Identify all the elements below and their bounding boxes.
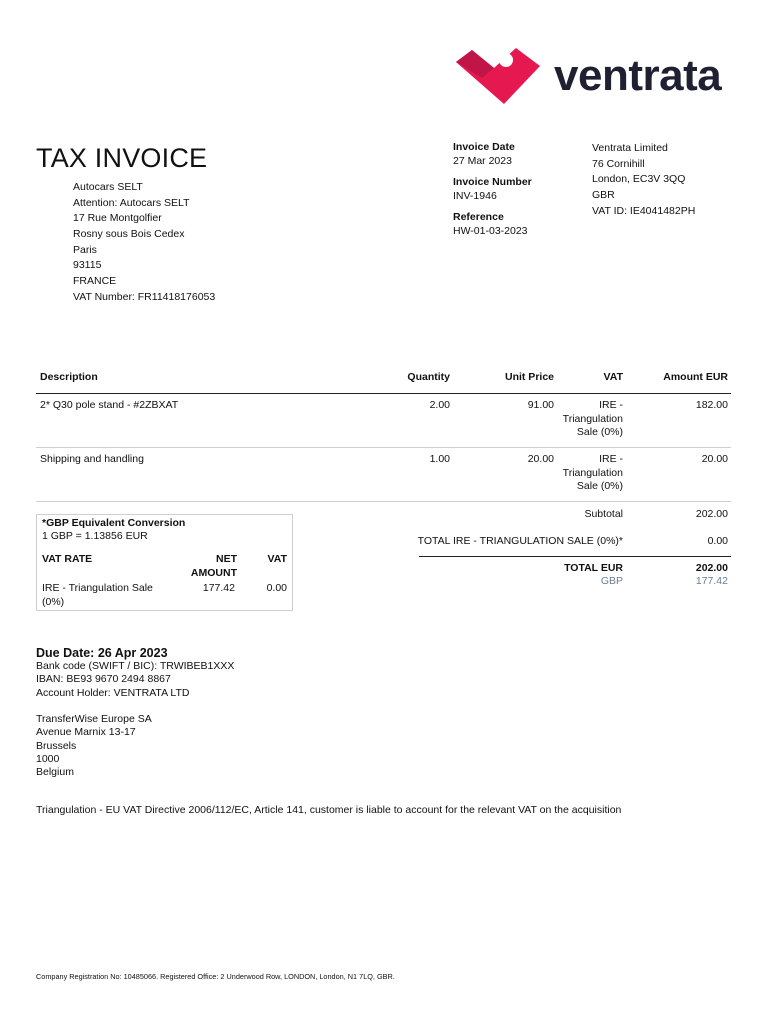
invoice-meta [453,140,583,245]
vat-note: Triangulation - EU VAT Directive 2006/112/EC, Article 141, customer is liable to account for the relevant VAT on the acquisition [36,804,622,816]
row-unit-price: 20.00 [527,453,554,465]
bank-details [36,660,336,780]
reference: HW-01-03-2023 [453,225,528,237]
bill-to-address [73,180,333,306]
row-unit-price: 91.00 [527,399,554,411]
col-amount-header: Amount EUR [663,371,728,383]
totals-divider [419,556,731,557]
conversion-vat-rate-line: (0%) [42,595,65,608]
total-eur-label: TOTAL EUR [564,562,623,574]
company-line: VAT ID: IE4041482PH [592,204,696,217]
invoice-number-label: Invoice Number [453,176,532,188]
company-line: GBR [592,189,615,202]
ventrata-ticket-logo-icon [454,46,544,110]
due-date: Due Date: 26 Apr 2023 [36,646,168,660]
row-vat-line: Sale (0%) [576,426,623,438]
invoice-date: 27 Mar 2023 [453,155,512,167]
bill-to-line: 93115 [73,259,102,272]
reference-label: Reference [453,211,504,223]
subtotal-label: Subtotal [584,508,623,520]
total-vat-value: 0.00 [707,535,728,547]
col-unit-price-header: Unit Price [504,371,554,383]
row-vat [533,453,623,494]
bank-address-line: TransferWise Europe SA [36,713,152,726]
conversion-vat-amount: 0.00 [266,582,287,594]
row-description: 2* Q30 pole stand - #2ZBXAT [40,399,179,411]
bank-address-line: 1000 [36,753,60,766]
row-divider [36,447,731,448]
footer-registration: Company Registration No: 10485066. Registered Office: 2 Underwood Row, LONDON, London, N1 7LQ, GBR. [36,972,395,981]
conversion-vat-rate-line: IRE - Triangulation Sale [42,582,153,594]
bank-line: Bank code (SWIFT / BIC): TRWIBEB1XXX [36,660,235,672]
bank-address-line: Brussels [36,739,77,752]
total-eur-value: 202.00 [695,562,728,574]
bill-to-line: Autocars SELT [73,181,143,193]
gbp-total-value: 177.42 [695,575,728,587]
conversion-title: *GBP Equivalent Conversion [42,517,186,529]
conversion-net-amount: 177.42 [202,582,235,594]
bank-line: IBAN: BE93 9670 2494 8867 [36,673,171,686]
bill-to-line: VAT Number: FR11418176053 [73,290,216,303]
row-vat [533,399,623,440]
conversion-vat-rate [42,582,153,609]
company-logo [454,46,744,110]
subtotal-value: 202.00 [695,508,728,520]
brand-name: ventrata [554,51,722,100]
company-address [592,141,752,219]
bank-spacer [36,700,336,713]
bank-address-line: Belgium [36,766,74,779]
row-divider [36,501,731,502]
conversion-vat-header: VAT [267,553,287,565]
col-quantity-header: Quantity [407,371,450,383]
row-vat-line: Sale (0%) [576,480,623,492]
row-quantity: 1.00 [429,453,450,465]
conversion-rate: 1 GBP = 1.13856 EUR [42,530,148,542]
row-vat-line: Triangulation [562,466,623,479]
row-quantity: 2.00 [429,399,450,411]
bank-line: Account Holder: VENTRATA LTD [36,686,190,699]
bank-address-line: Avenue Marnix 13-17 [36,726,136,739]
row-vat-line: Triangulation [562,412,623,425]
invoice-number: INV-1946 [453,190,497,202]
col-description-header: Description [40,371,98,383]
gbp-label: GBP [600,575,623,587]
net-amount-header-line: AMOUNT [190,566,237,579]
bill-to-line: FRANCE [73,275,117,288]
company-line: 76 Cornihill [592,157,645,170]
bill-to-line: 17 Rue Montgolfier [73,212,162,225]
net-amount-header-line: NET [216,553,237,565]
col-vat-header: VAT [603,371,623,383]
bill-to-line: Rosny sous Bois Cedex [73,228,185,241]
document-title: TAX INVOICE [36,143,208,173]
bill-to-line: Attention: Autocars SELT [73,196,190,209]
row-amount: 182.00 [695,399,728,411]
company-line: London, EC3V 3QQ [592,173,686,186]
gbp-conversion-box [36,514,293,611]
company-line: Ventrata Limited [592,142,668,154]
table-header-divider [36,393,731,394]
net-amount-header [177,553,237,580]
vat-rate-header: VAT RATE [42,553,93,565]
invoice-date-label: Invoice Date [453,141,515,153]
row-description: Shipping and handling [40,453,144,465]
total-vat-label: TOTAL IRE - TRIANGULATION SALE (0%)* [417,535,623,547]
row-amount: 20.00 [701,453,728,465]
row-vat-line: IRE - [599,399,623,411]
bill-to-line: Paris [73,243,97,256]
row-vat-line: IRE - [599,453,623,465]
